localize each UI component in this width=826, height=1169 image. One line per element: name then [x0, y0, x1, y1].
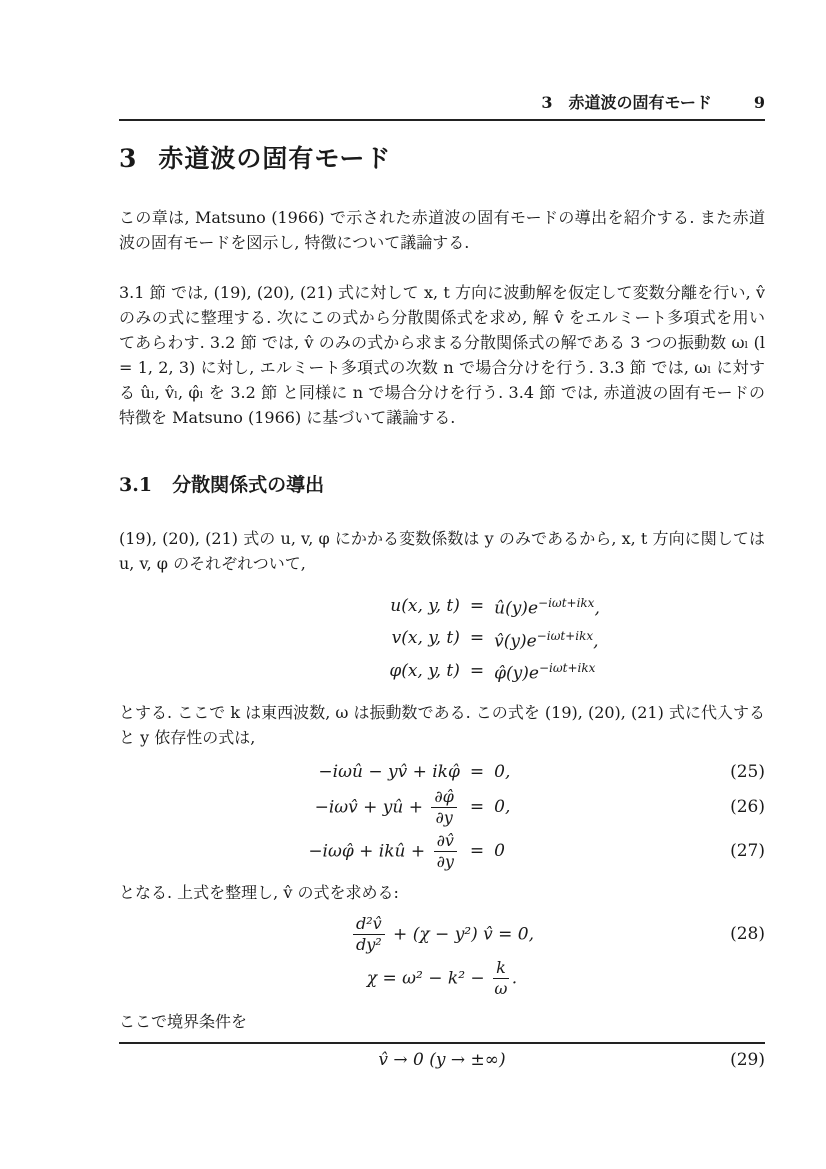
y-dependence-equations: [119, 759, 765, 874]
section-title: 赤道波の固有モード: [158, 144, 392, 173]
equation-26: [119, 786, 765, 830]
v-equation-group: [119, 913, 765, 1001]
fraction: [431, 788, 456, 828]
equation-lhs: [122, 788, 460, 828]
paragraph-boundary-condition: ここで境界条件を: [119, 1011, 248, 1031]
subsection-title: 分散関係式の導出: [172, 474, 325, 496]
page-content: [119, 0, 765, 1074]
wave-solution-equations: [119, 590, 765, 688]
subsection-number: 3.1: [119, 474, 153, 496]
rhs-exponent: −iωt+ikx: [536, 628, 594, 643]
equation-lhs: u(x, y, t): [390, 595, 460, 616]
paragraph-substitution: とする. ここで k は東西波数, ω は振動数である. この式を (19), (20), (21) 式に代入すると y 依存性の式は,: [119, 702, 765, 747]
equation-number: (25): [730, 761, 765, 782]
fraction-denominator: ∂y: [435, 808, 453, 828]
equation-wave-phi: [119, 655, 765, 688]
running-header-section-title: 赤道波の固有モード: [568, 93, 712, 112]
equation-body: v̂ → 0 (y → ±∞): [378, 1049, 506, 1070]
lhs-terms: −iωφ̂ + ikû +: [308, 841, 431, 862]
lhs-terms: −iωv̂ + yû +: [314, 797, 429, 818]
equals-sign: =: [469, 628, 485, 649]
equation-rhs: [494, 655, 762, 688]
equation-27: [119, 830, 765, 874]
footer-rule: [119, 1042, 765, 1044]
equation-lhs: [122, 832, 460, 872]
rhs-base: v̂(y)e: [494, 631, 537, 652]
fraction-numerator: ∂φ̂: [431, 788, 456, 808]
fraction-numerator: k: [493, 959, 509, 979]
equation-lhs: −iωû − yv̂ + ikφ̂: [318, 761, 460, 782]
equation-number: (28): [730, 924, 765, 945]
equation-tail: .: [511, 968, 518, 989]
fraction-numerator: ∂v̂: [434, 832, 457, 852]
equation-terms: χ = ω² − k² −: [366, 968, 491, 989]
paragraph-separation-intro: (19), (20), (21) 式の u, v, φ にかかる変数係数は y のみであるから, x, t 方向に関しては u, v, φ のそれぞれついて,: [119, 529, 765, 573]
equation-rhs: 0,: [494, 761, 511, 782]
running-header-section-number: 3: [541, 93, 553, 112]
page-number: 9: [753, 93, 765, 112]
paragraph-rearrange: となる. 上式を整理し, v̂ の式を求める:: [119, 882, 399, 902]
equation-29: [119, 1047, 765, 1074]
rhs-base: φ̂(y)e: [494, 663, 539, 684]
rhs-exponent: −iωt+ikx: [538, 596, 595, 610]
equation-28: [119, 913, 765, 957]
equation-rhs: 0,: [494, 797, 511, 818]
equals-sign: =: [469, 661, 485, 682]
equals-sign: =: [469, 841, 485, 862]
header-rule: [119, 119, 765, 121]
equation-lhs: φ(x, y, t): [389, 661, 460, 682]
equation-lhs: v(x, y, t): [391, 628, 460, 649]
rhs-base: û(y)e: [494, 598, 539, 619]
equation-rhs: 0: [494, 841, 505, 862]
equation-25: [119, 759, 765, 786]
fraction-denominator: ω: [494, 979, 508, 999]
equation-body: [367, 959, 517, 999]
equation-wave-u: [119, 590, 765, 623]
section-heading: [119, 142, 765, 175]
equals-sign: =: [469, 797, 485, 818]
paragraph-chapter-outline: 3.1 節 では, (19), (20), (21) 式に対して x, t 方向に波動解を仮定して変数分離を行い, v̂ のみの式に整理する. 次にこの式から分散関係式を求め, 解 v̂ をエルミート多項式を用いてあらわす. 3.2 節 では, v̂ のみの式から求まる分散関係式の解である 3 つの振動数 ωₗ (l = 1, 2, 3) に対し, エルミート多項式の次数 n で場合分けを行う. 3.3 節 では, ωₗ に対する ûₗ, v̂ₗ, φ̂ₗ を 3.2 節 と同様に n で場合分けを行う. 3.4 節 では, 赤道波の固有モードの特徴を Matsuno (1966) に基づいて議論する.: [119, 283, 765, 427]
equals-sign: =: [469, 761, 485, 782]
equation-number: (27): [730, 841, 765, 862]
fraction-numerator: d²v̂: [353, 915, 385, 935]
equation-terms: + (χ − y²) v̂ = 0,: [387, 924, 535, 945]
rhs-exponent: −iωt+ikx: [538, 661, 596, 676]
equation-wave-v: [119, 623, 765, 656]
equation-rhs: [494, 590, 762, 623]
running-header: [119, 0, 765, 113]
rhs-tail: ,: [594, 598, 600, 619]
equation-chi-definition: [119, 957, 765, 1001]
equation-rhs: [494, 623, 762, 656]
equation-number: (29): [730, 1049, 765, 1070]
fraction: [353, 915, 385, 955]
equation-body: [350, 915, 534, 955]
equation-number: (26): [730, 797, 765, 818]
fraction: [434, 832, 457, 872]
fraction: [493, 959, 509, 999]
fraction-denominator: dy²: [355, 935, 382, 955]
paragraph-chapter-intro: この章は, Matsuno (1966) で示された赤道波の固有モードの導出を紹介する. また赤道波の固有モードを図示し, 特徴について議論する.: [119, 208, 765, 252]
rhs-tail: ,: [593, 631, 599, 652]
section-number: 3: [119, 144, 137, 173]
subsection-heading: [119, 472, 765, 498]
fraction-denominator: ∂y: [436, 852, 454, 872]
equals-sign: =: [469, 595, 485, 616]
